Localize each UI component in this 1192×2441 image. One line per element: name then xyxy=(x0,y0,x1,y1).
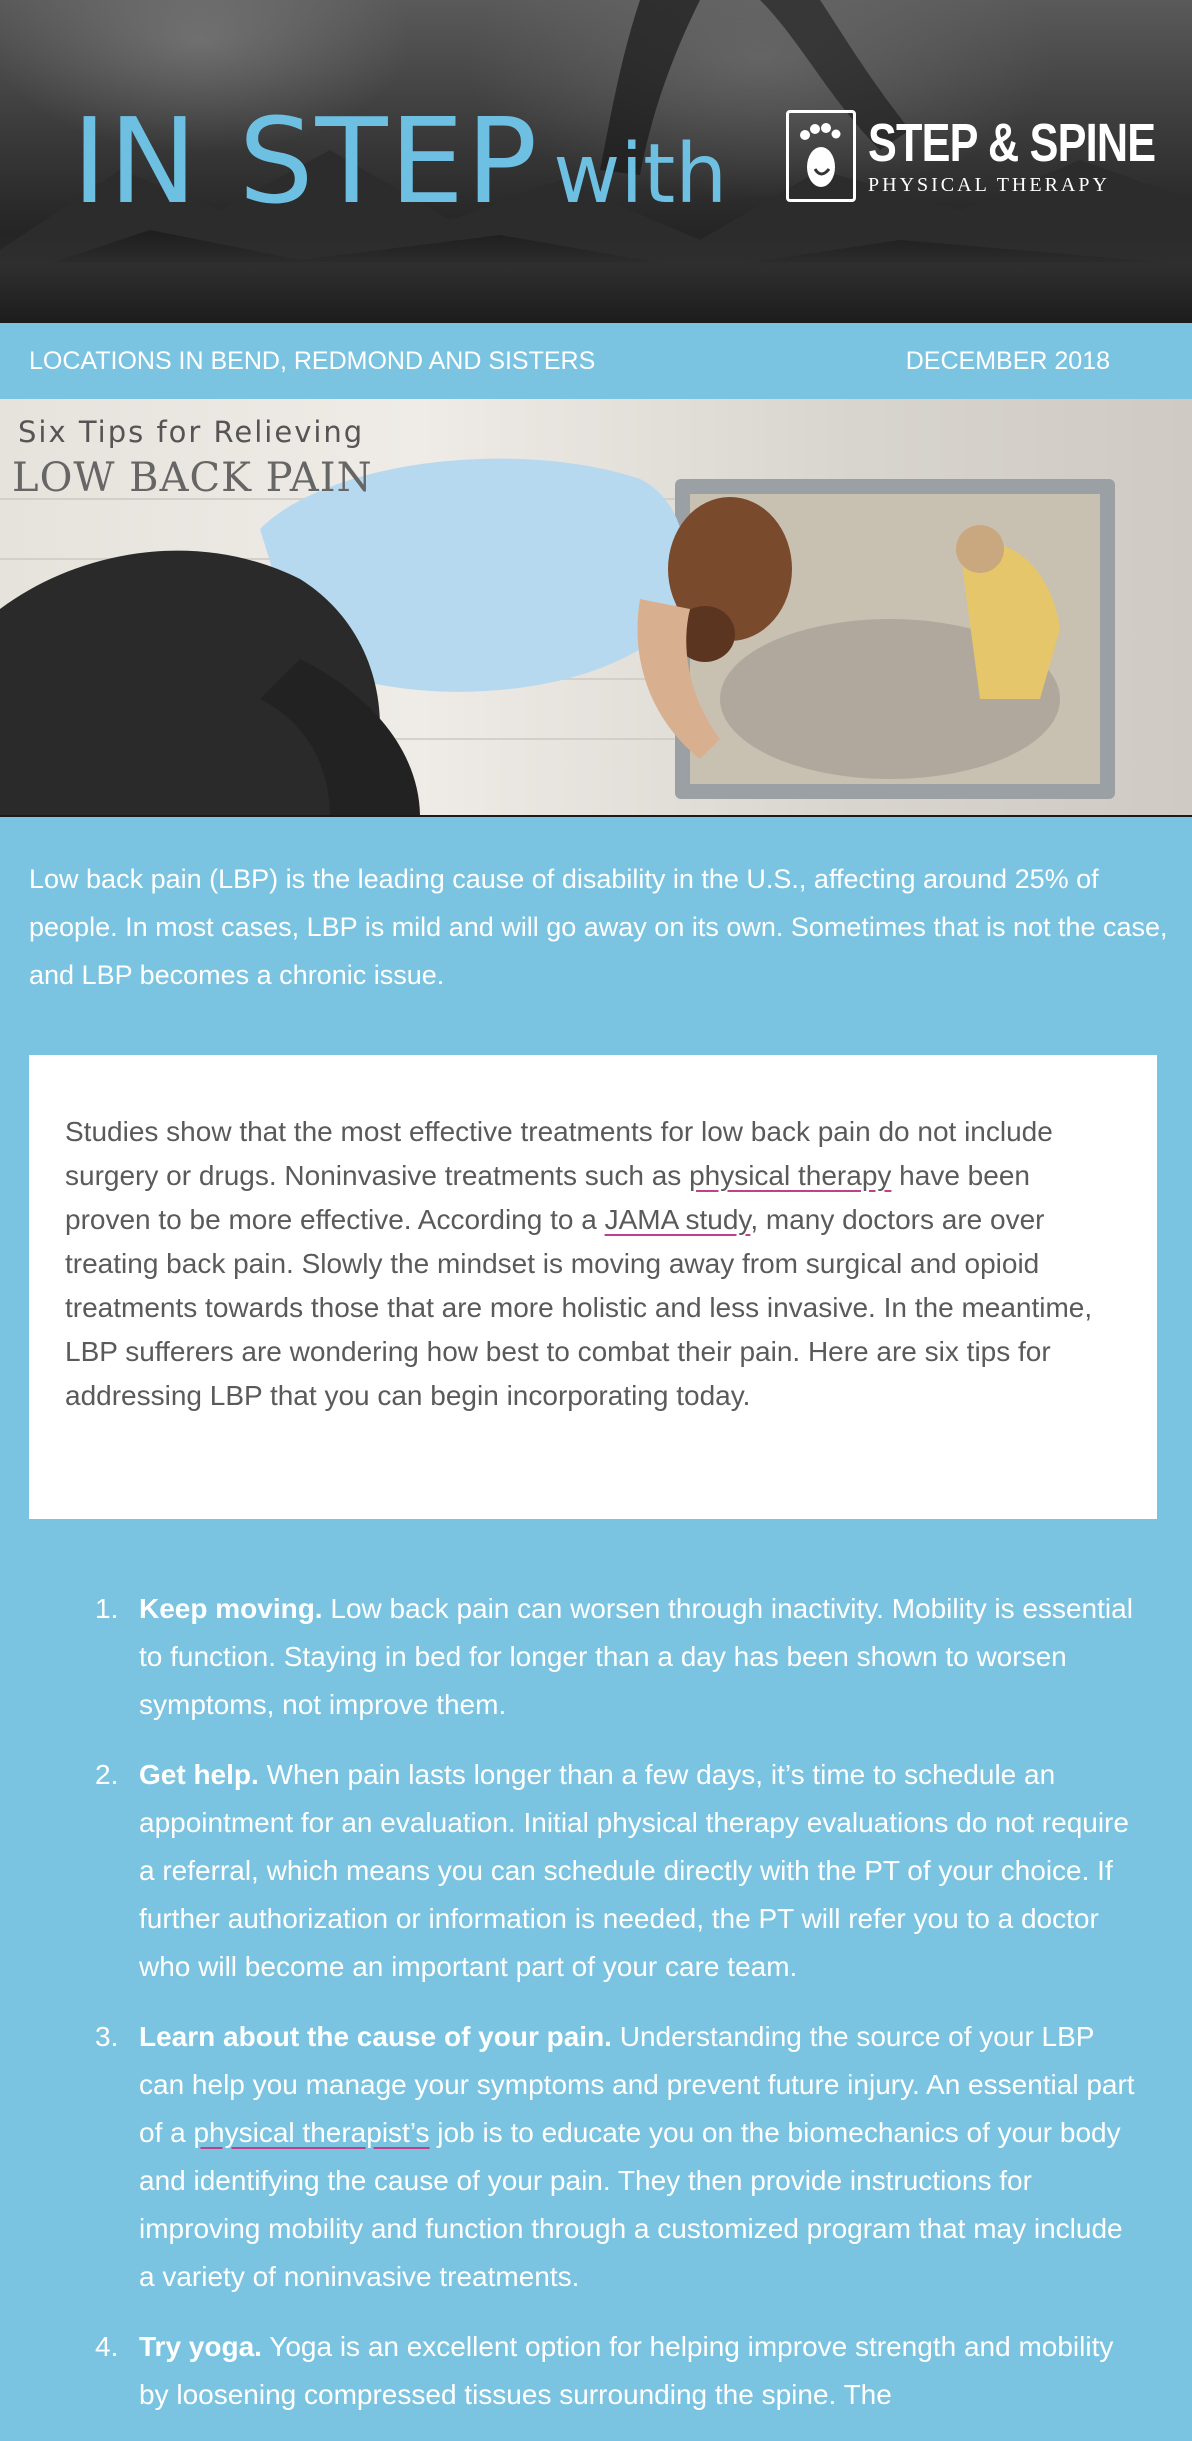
step-spine-logo[interactable] xyxy=(786,110,1192,202)
studies-card xyxy=(29,1055,1157,1519)
tip-text: Yoga is an excellent option for helping improve strength and mobility by loosening compressed tissues surrounding the spine. The xyxy=(139,2331,1114,2410)
tip-number: 1. xyxy=(95,1593,119,1624)
tip-number: 2. xyxy=(95,1759,119,1790)
tip-item-1 xyxy=(95,1585,1142,1729)
info-bar xyxy=(0,323,1192,399)
tip-title: Keep moving. xyxy=(139,1593,323,1624)
tip-number: 3. xyxy=(95,2021,119,2052)
jama-study-link[interactable]: JAMA study xyxy=(604,1204,751,1235)
locations-text: LOCATIONS IN BEND, REDMOND AND SISTERS xyxy=(29,346,596,375)
tip-text: Understanding the source of your LBP can help you manage your symptoms and prevent future injury. An essential part of a xyxy=(139,2021,1135,2148)
tip-number: 4. xyxy=(95,2331,119,2362)
tip-item-2 xyxy=(95,1751,1142,1991)
foot-icon xyxy=(786,110,856,202)
tip-text: When pain lasts longer than a few days, it’s time to schedule an appointment for an evaluation. Initial physical therapy evaluations do not require a referral, which means you can schedule directly with the PT of your choice. If further authorization or information is needed, the PT will refer you to a doctor who will become an important part of your care team. xyxy=(139,1759,1129,1982)
issue-date: DECEMBER 2018 xyxy=(905,346,1110,375)
tip-text: Low back pain can worsen through inactivity. Mobility is essential to function. Staying in bed for longer than a day has been shown to worsen symptoms, not improve them. xyxy=(139,1593,1133,1720)
physical-therapy-link[interactable]: physical therapy xyxy=(689,1160,892,1191)
masthead-title xyxy=(72,92,727,230)
studies-paragraph xyxy=(65,1110,1121,1418)
intro-paragraph: Low back pain (LBP) is the leading cause of disability in the U.S., affecting around 25% of people. In most cases, LBP is mild and will go away on its own. Sometimes that is not the case, and LBP becomes a chronic issue. xyxy=(29,864,1168,990)
studies-text-2: have been proven to be more effective. According to a xyxy=(65,1160,1030,1235)
tips-list xyxy=(0,1585,1192,2441)
studies-text-3: , many doctors are over treating back pain. Slowly the mindset is moving away from surgical and opioid treatments towards those that are more holistic and less invasive. In the meantime, LBP sufferers are wondering how best to combat their pain. Here are six tips for addressing LBP that you can begin incorporating today. xyxy=(65,1204,1093,1411)
hero-banner xyxy=(0,399,1192,817)
newsletter-header xyxy=(0,0,1192,323)
logo-name: STEP & SPINE xyxy=(868,112,1156,173)
physical-therapists-link[interactable]: physical therapist’s xyxy=(193,2117,430,2148)
studies-text-1: Studies show that the most effective treatments for low back pain do not include surgery or drugs. Noninvasive treatments such as xyxy=(65,1116,1053,1191)
tip-title: Get help. xyxy=(139,1759,259,1790)
masthead-with: with xyxy=(553,127,728,222)
hero-title-line1: Six Tips for Relieving xyxy=(18,415,365,449)
tip-item-4 xyxy=(95,2323,1142,2419)
tip-text-after: job is to educate you on the biomechanics of your body and identifying the cause of your pain. They then provide instructions for improving mobility and function through a customized program that may include a variety of noninvasive treatments. xyxy=(139,2117,1123,2292)
tip-item-3 xyxy=(95,2013,1142,2301)
logo-subtitle: PHYSICAL THERAPY xyxy=(868,173,1110,196)
hero-title-line2: LOW BACK PAIN xyxy=(12,455,373,501)
masthead-in-step: IN STEP xyxy=(72,92,540,230)
tip-title: Try yoga. xyxy=(139,2331,262,2362)
tip-title: Learn about the cause of your pain. xyxy=(139,2021,612,2052)
header-lake xyxy=(0,233,1192,323)
